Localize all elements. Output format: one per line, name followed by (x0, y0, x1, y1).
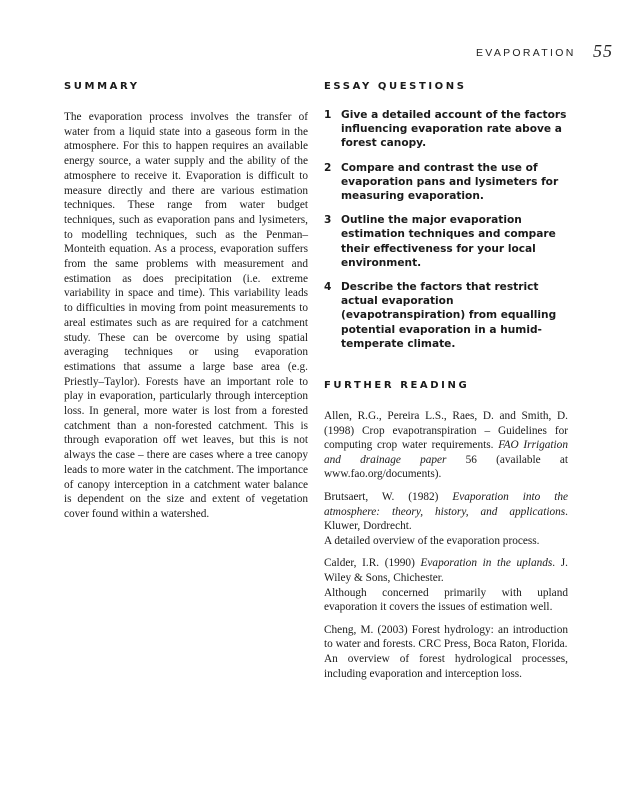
essay-question (324, 213, 568, 270)
question-number: 1 (324, 109, 332, 121)
reference-item (324, 556, 568, 614)
reference-item (324, 409, 568, 482)
summary-heading: SUMMARY (64, 81, 140, 92)
reference-note: A detailed overview of the evaporation process. (324, 534, 540, 547)
reference-text: Cheng, M. (2003) Forest hydrology: an introduction to water and forests. CRC Press, Boca Raton, Florida. (324, 623, 568, 651)
reference-item (324, 490, 568, 548)
right-column (324, 80, 568, 689)
reference-text-end: 56 (available at www.fao.org/documents). (324, 453, 568, 481)
reference-note: An overview of forest hydrological processes, including evaporation and interception loss. (324, 652, 568, 680)
running-header (0, 41, 627, 64)
reference-list (324, 409, 568, 681)
essay-question (324, 161, 568, 204)
reference-title: Evaporation into the atmosphere: theory, history, and applications (324, 491, 568, 518)
question-number: 3 (324, 214, 332, 227)
reference-item (324, 623, 568, 681)
reference-text: Brutsaert, W. (1982) (324, 491, 453, 504)
question-number: 2 (324, 161, 332, 174)
essay-questions-list (324, 108, 568, 351)
reference-note: Although concerned primarily with upland evaporation it covers the issues of estimation well. (324, 586, 568, 614)
summary-paragraph: The evaporation process involves the transfer of water from a liquid state into a gaseous form in the atmosphere. For this to happen requires an available energy source, a water supply and the ability of the atmosphere to receive it. Evaporation is difficult to measure directly and there are various estimation techniques. These range from water budget techniques, such as evaporation pans and lysimeters, to modelling techniques, such as the Penman–Monteith equation. As a process, evaporation suffers from the same problems with measurement and estimation as does precipitation (i.e. extreme variability in space and time). This variability leads to difficulties in moving from point measurements to areal estimates such as are required for a catchment study. These can be overcome by using spatial averaging techniques or using evaporation estimations that assume a large base area (e.g. Priestly–Taylor). Forests have an important role to play in evaporation, particularly through interception loss. In general, more water is lost from a forested catchment than a non-forested catchment. This is through evaporation off wet leaves, but this is not always the case – there are cases where a tree canopy leads to more water in the catchment. The importance of canopy interception in a catchment water balance is dependent on the size and extent of vegetation cover found within a watershed. (64, 111, 308, 520)
essay-question (324, 108, 568, 151)
question-text: Give a detailed account of the factors influencing evaporation rate above a forest canopy. (341, 109, 567, 150)
question-number: 4 (324, 281, 332, 294)
reference-text: Allen, R.G., Pereira L.S., Raes, D. and Smith, D. (1998) Crop evapotranspiration – Guidelines for computing crop water requirements. (324, 410, 568, 452)
reference-title: Evaporation in the uplands (420, 557, 553, 570)
question-text: Compare and contrast the use of evaporation pans and lysimeters for measuring evaporation. (341, 161, 559, 203)
essay-question (324, 280, 568, 351)
reference-text-end: . J. Wiley & Sons, Chichester. (324, 557, 568, 584)
question-text: Describe the factors that restrict actual evaporation (evapotranspiration) from equalling potential evaporation in a humid-temperate climate. (341, 281, 557, 350)
summary-column (64, 80, 308, 522)
reference-text-end: . Kluwer, Dordrecht. (324, 505, 568, 533)
page-number: 55 (593, 41, 613, 61)
reference-title: FAO Irrigation and drainage paper (324, 439, 568, 466)
running-title: EVAPORATION (476, 47, 576, 59)
question-text: Outline the major evaporation estimation techniques and compare their effectiveness for your local environment. (341, 214, 556, 269)
reference-text: Calder, I.R. (1990) (324, 557, 421, 570)
essay-questions-heading: ESSAY QUESTIONS (324, 81, 467, 92)
further-reading-heading: FURTHER READING (324, 380, 470, 392)
